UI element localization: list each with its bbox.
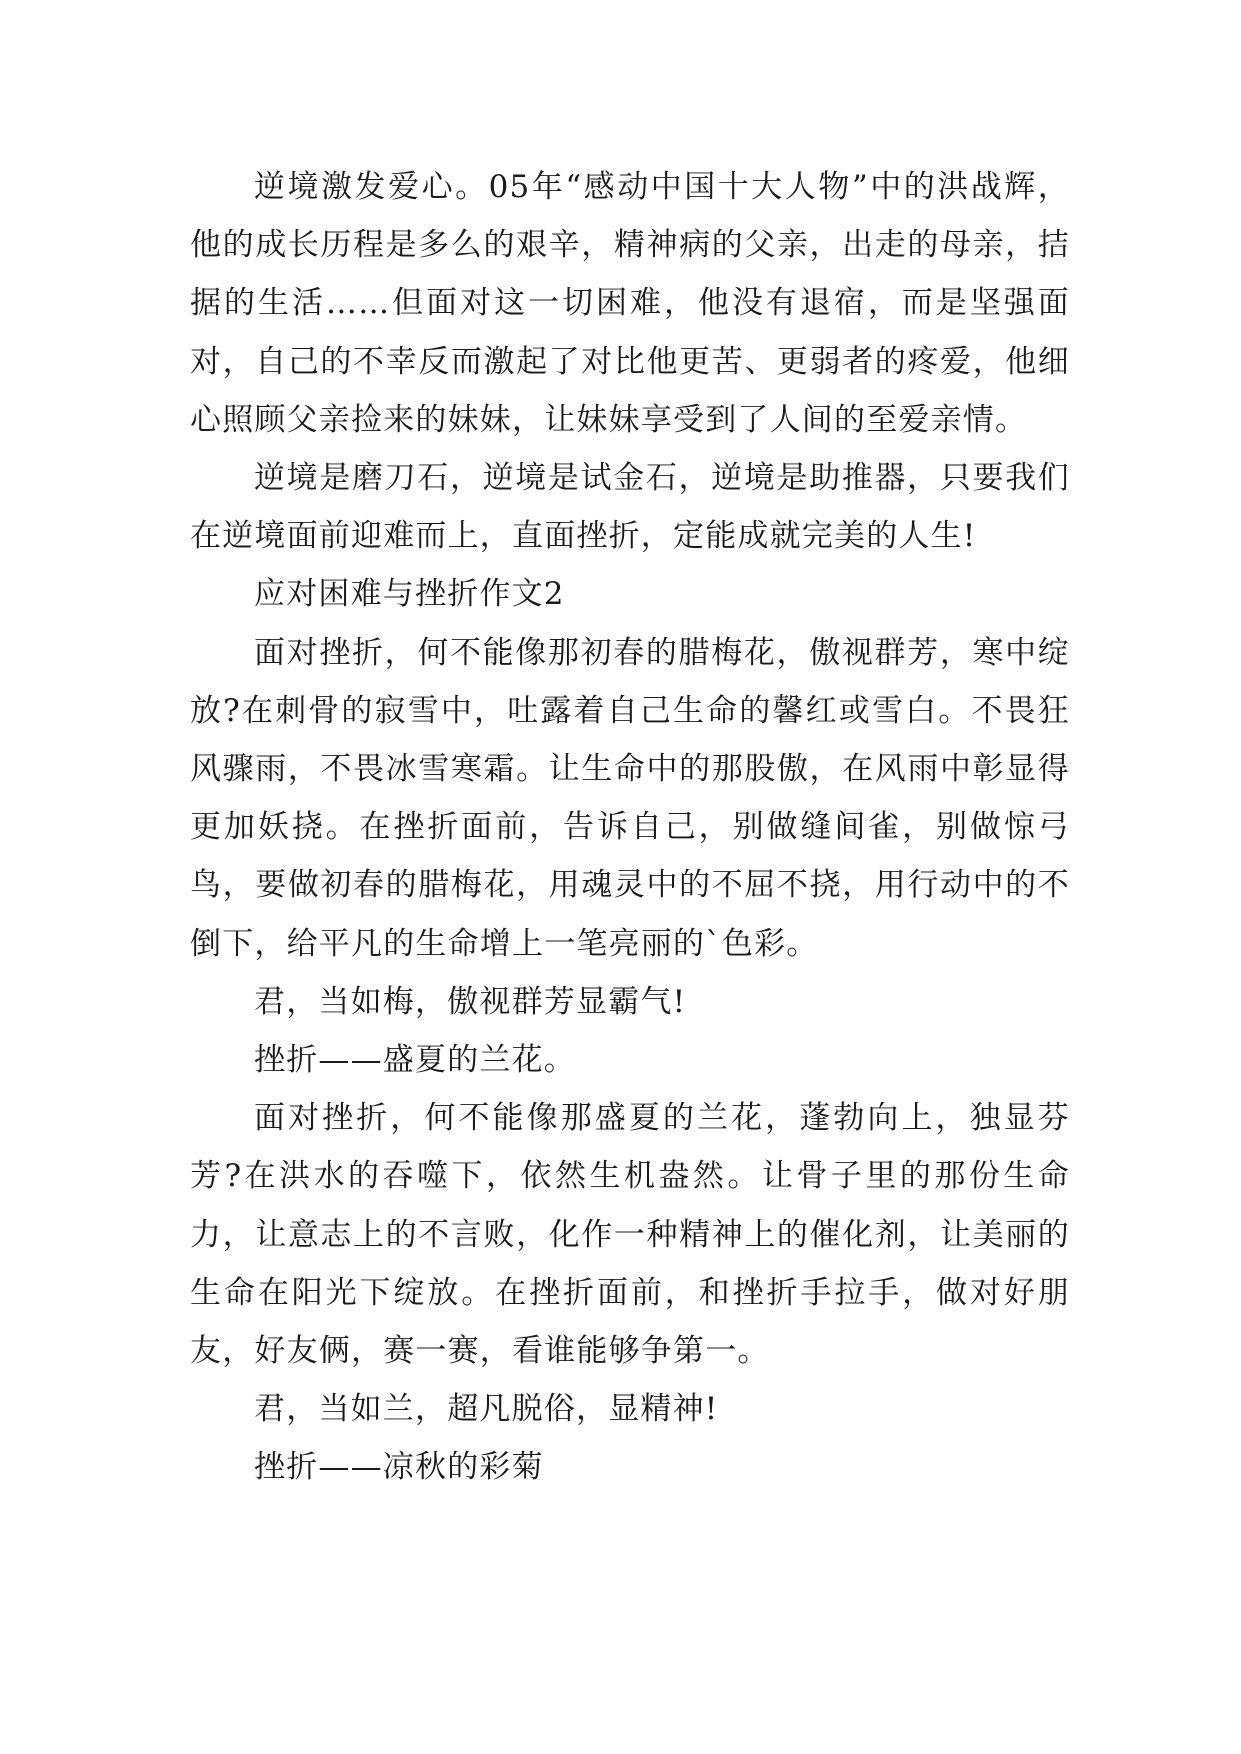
subheading-chrysanthemum: 挫折——凉秋的彩菊 bbox=[254, 1449, 544, 1486]
line-orchid-motto: 君，当如兰，超凡脱俗，显精神! bbox=[254, 1391, 719, 1428]
paragraph-adversity-love: 逆境激发爱心。05年“感动中国十大人物”中的洪战辉，他的成长历程是多么的艰辛，精神病的父亲，出走的母亲，拮据的生活……但面对这一切困难，他没有退宿，而是坚强面对，自己的不幸反而激起了对比他更苦、更弱者的疼爱，他细心照顾父亲捡来的妹妹，让妹妹享受到了人间的至爱亲情。 bbox=[190, 169, 1070, 438]
subheading-orchid: 挫折——盛夏的兰花。 bbox=[254, 1042, 576, 1079]
paragraph-plum-blossom: 面对挫折，何不能像那初春的腊梅花，傲视群芳，寒中绽放?在刺骨的寂雪中，吐露着自己生命的馨红或雪白。不畏狂风骤雨，不畏冰雪寒霜。让生命中的那股傲，在风雨中彰显得更加妖挠。在挫折面前，告诉自己，别做缝间雀，别做惊弓鸟，要做初春的腊梅花，用魂灵中的不屈不挠，用行动中的不倒下，给平凡的生命增上一笔亮丽的`色彩。 bbox=[190, 634, 1070, 962]
paragraph-adversity-whetstone: 逆境是磨刀石，逆境是试金石，逆境是助推器，只要我们在逆境面前迎难而上，直面挫折，定能成就完美的人生! bbox=[190, 460, 1070, 555]
document-body bbox=[190, 158, 1070, 1497]
paragraph-orchid: 面对挫折，何不能像那盛夏的兰花，蓬勃向上，独显芬芳?在洪水的吞噬下，依然生机盎然。让骨子里的那份生命力，让意志上的不言败，化作一种精神上的催化剂，让美丽的生命在阳光下绽放。在挫折面前，和挫折手拉手，做对好朋友，好友俩，赛一赛，看谁能够争第一。 bbox=[190, 1100, 1070, 1370]
line-plum-motto: 君，当如梅，傲视群芳显霸气! bbox=[254, 983, 687, 1020]
essay-title-2: 应对困难与挫折作文2 bbox=[254, 576, 565, 613]
